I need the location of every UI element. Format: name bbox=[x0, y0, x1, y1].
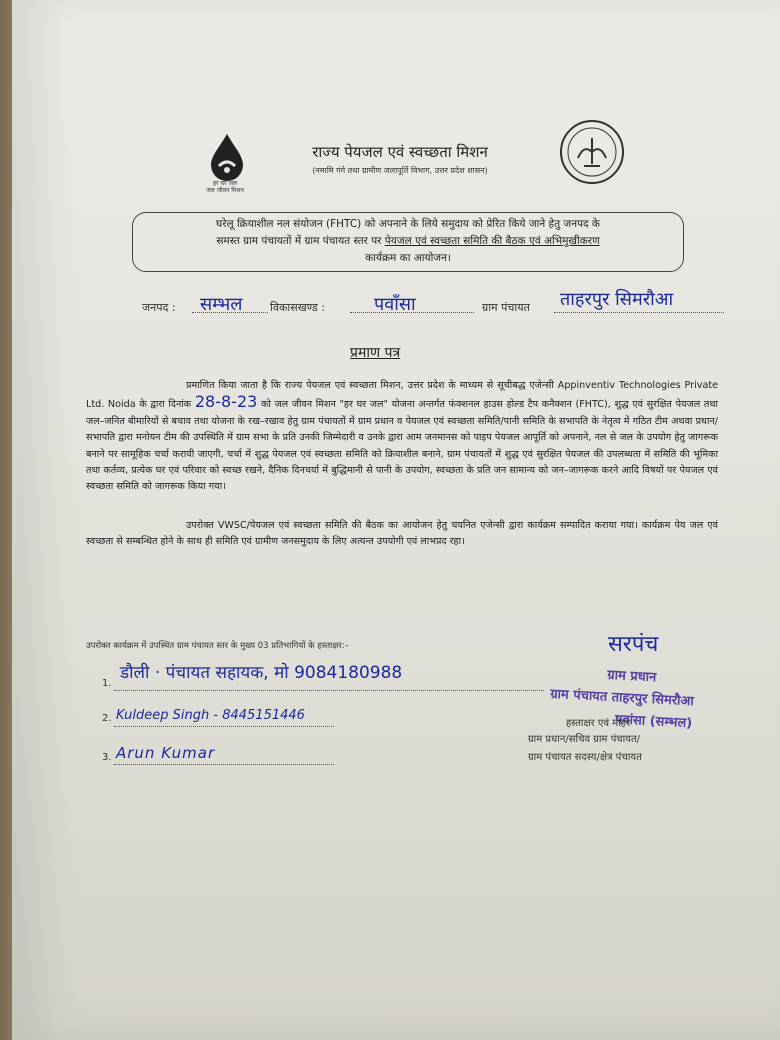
attendee-1-signature: डौली · पंचायत सहायक, मो 9084180988 bbox=[120, 663, 403, 683]
district-label: जनपद : bbox=[142, 301, 176, 314]
har-ghar-jal-logo-icon bbox=[205, 132, 249, 184]
paragraph-1-rest: को जल जीवन मिशन "हर घर जल" योजना अन्तर्गत फंक्शनल हाउस होल्ड टैप कनैक्शन (FHTC), शुद्ध एवं सुरक्षित पेयजल तथा जल–जनित बीमारियों से बचाव तथा योजना के रख–रखाव हेतु ग्राम पंचायतों में ग्राम प्रधान व पेयजल एवं स्वच्छता समिति/पानी समिति के सभापति के नेतृत्व में गठित टीम अथवा प्रधान/सभापति द्वारा मनोयन टीम की उपस्थिति में ग्राम सभा के प्रति उनकी जिम्मेदारी व उनके द्वारा आम जनमानस को पाइप पेयजल आपूर्ति को अपनाने, नल से जल के उपयोग हेतु जागरूक बनाने पर सामूहिक चर्चा करायी जाएगी, चर्चा में शुद्ध पेयजल एवं स्वच्छता समिति को क्रियाशील बनाने, ग्राम पंचायतों में शुद्ध एवं सुरक्षित पेयजल की उपलब्धता में समिति की भूमिका तथा कर्तव्य, प्रत्येक घर एवं परिवार को स्वच्छ रखने, दैनिक दिनचर्या में बुद्धिमानी से पानी के उपयोग, स्वच्छता के प्रति जन सामान्य को जन–जागरूक करने आदि विषयों पर पेयजल एवं स्वच्छता समिति को जागरूक किया गया। bbox=[86, 399, 718, 493]
certificate-paragraph-2: उपरोक्त VWSC/पेयजल एवं स्वच्छता समिति की बैठक का आयोजन हेतु चयनित एजेन्सी द्वारा कार्यक्रम सम्पादित कराया गया। कार्यक्रम पेय जल एवं स्वच्छता से सम्बन्धित होने के साथ ही समिति एवं ग्रामीण जनसमुदाय के लिए अत्यन्त उपयोगी एवं लाभप्रद रहा। bbox=[86, 520, 718, 548]
up-government-emblem-icon bbox=[558, 118, 626, 186]
certificate-title: प्रमाण पत्र bbox=[350, 345, 401, 361]
page-subtitle: (नमामि गंगे तथा ग्रामीण जलापूर्ति विभाग, उत्तर प्रदेश शासन) bbox=[312, 166, 488, 175]
program-line-2 bbox=[140, 233, 676, 250]
program-line-2b: पेयजल एवं स्वच्छता समिति की बैठक एवं अभिमुखीकरण bbox=[384, 235, 600, 247]
signature-label-3: ग्राम पंचायत सदस्य/क्षेत्र पंचायत bbox=[528, 752, 642, 763]
block-label: विकासखण्ड : bbox=[270, 301, 326, 314]
certificate-paragraph-1 bbox=[86, 378, 718, 496]
district-value: सम्भल bbox=[200, 294, 243, 315]
paragraph-1-start: प्रमाणित किया जाता है कि राज्य पेयजल एवं स्वच्छता मिशन, उत्तर प्रदेश के माध्यम से सूचीबद्ध एजेन्सी Appinventiv Technologies Private Ltd. Noida के द्वारा दिनांक bbox=[86, 380, 718, 411]
page-title: राज्य पेयजल एवं स्वच्छता मिशन bbox=[312, 143, 488, 161]
signature-label-2: ग्राम प्रधान/सचिव ग्राम पंचायत/ bbox=[528, 734, 641, 745]
panchayat-label: ग्राम पंचायत bbox=[482, 301, 530, 314]
signature-label-1: हस्ताक्षर एवं मोहर bbox=[566, 718, 631, 729]
attendee-3-number: 3. bbox=[102, 752, 112, 763]
program-line-1: घरेलू क्रियाशील नल संयोजन (FHTC) को अपनाने के लिये समुदाय को प्रेरित किये जाने हेतु जनपद के bbox=[216, 218, 600, 230]
program-line-2a: समस्त ग्राम पंचायतों में ग्राम पंचायत स्तर पर bbox=[216, 235, 385, 247]
attendee-2-signature: Kuldeep Singh - 8445151446 bbox=[116, 708, 305, 723]
panchayat-underline bbox=[554, 312, 724, 313]
stamp-line-3: पवांसा (सम्भल) bbox=[614, 712, 693, 732]
block-value: पवाँसा bbox=[374, 294, 416, 315]
attendee-3-line bbox=[114, 764, 334, 765]
attendee-1-number: 1. bbox=[102, 678, 112, 689]
program-line-3: कार्यक्रम का आयोजन। bbox=[365, 252, 451, 264]
attendee-2-line bbox=[114, 726, 334, 727]
panchayat-value: ताहरपुर सिमरौआ bbox=[560, 289, 674, 310]
program-date: 28-8-23 bbox=[194, 392, 258, 412]
attendee-3-signature: Arun Kumar bbox=[116, 744, 216, 762]
program-title-text bbox=[140, 216, 676, 267]
stamp-line-1: ग्राम प्रधान bbox=[606, 667, 657, 686]
logo-caption: हर घर जल जल जीवन मिशन bbox=[206, 180, 244, 194]
pradhan-handwritten-signature: सरपंच bbox=[608, 632, 659, 657]
attendee-1-line bbox=[114, 690, 544, 691]
attendee-2-number: 2. bbox=[102, 713, 112, 724]
attendees-heading: उपरोक्त कार्यक्रम में उपस्थित ग्राम पंचायत स्तर के मुख्य 03 प्रतिभागियों के हस्ताक्षर:– bbox=[86, 641, 349, 651]
stamp-line-2: ग्राम पंचायत ताहरपुर सिमरौआ bbox=[549, 686, 695, 710]
